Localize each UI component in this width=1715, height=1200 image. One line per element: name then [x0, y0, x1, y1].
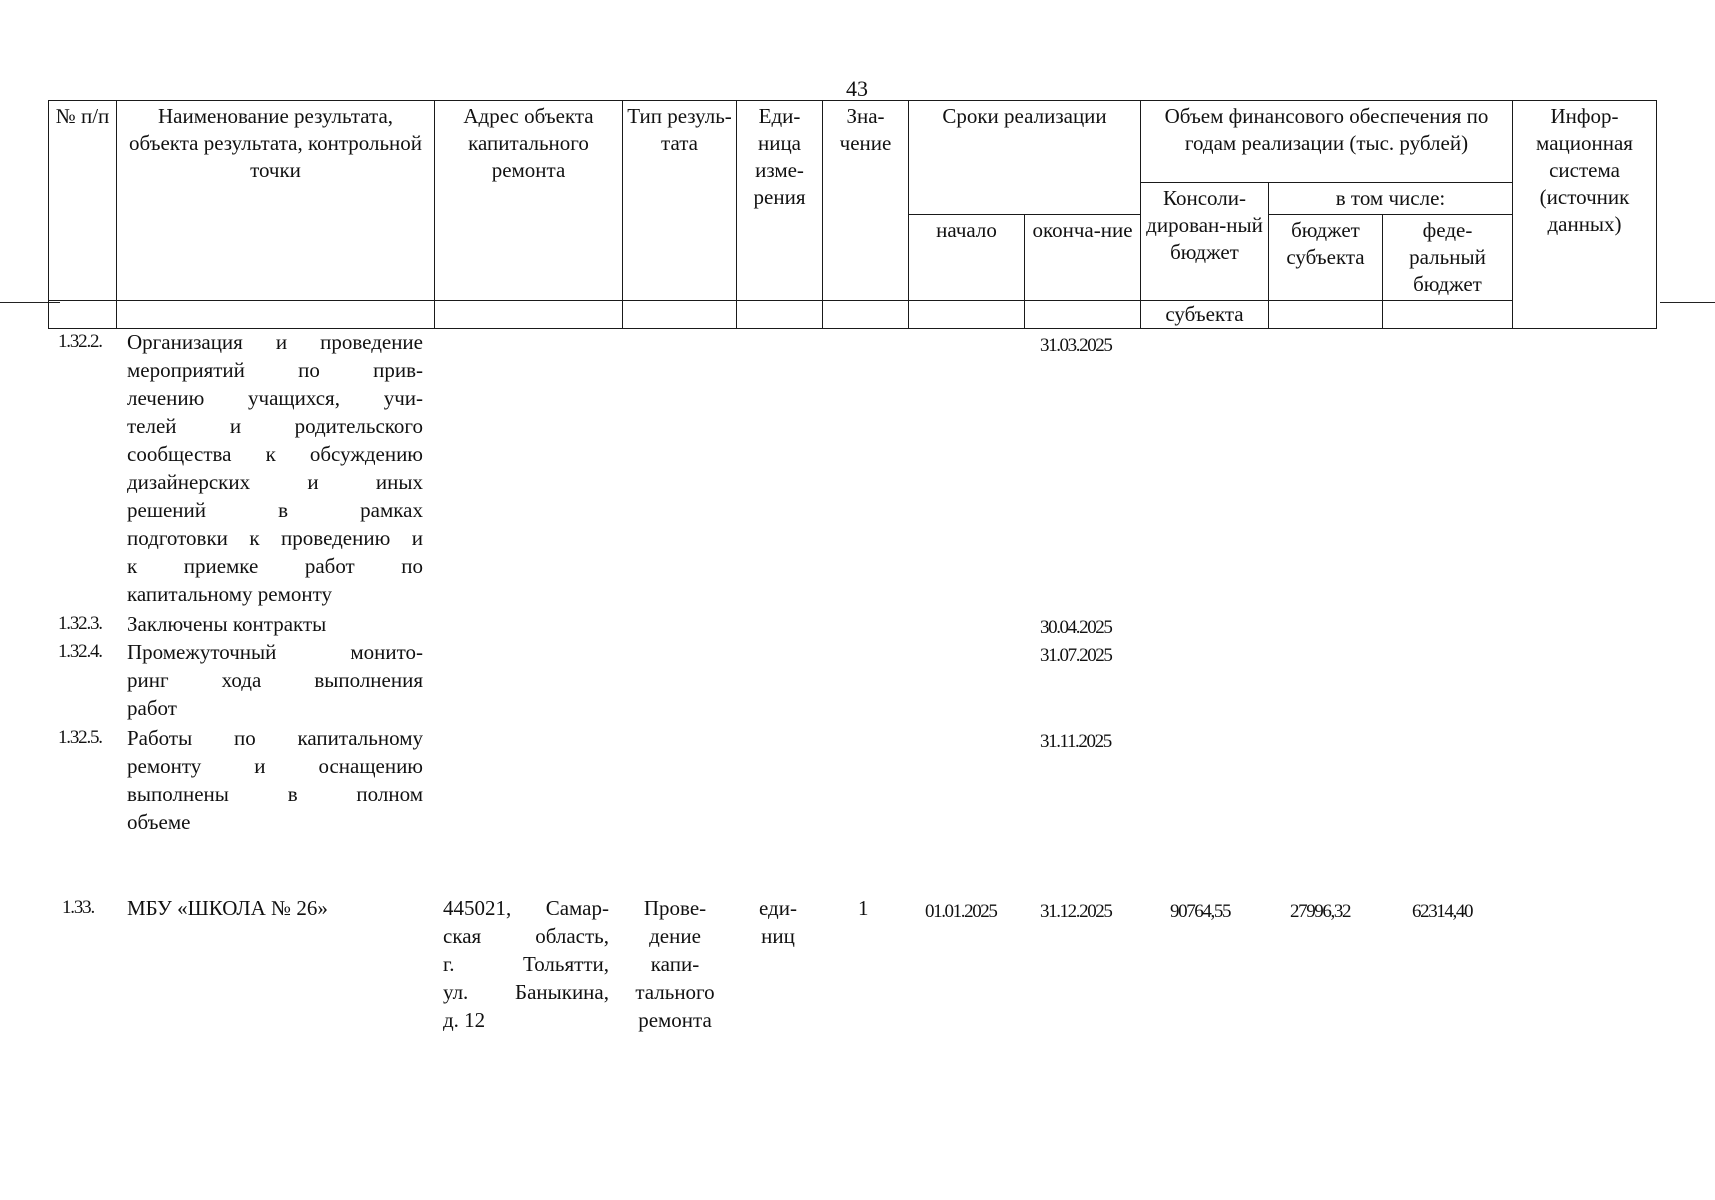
- header-terms: Сроки реализации: [909, 101, 1141, 215]
- row-end-date: 31.12.2025: [1040, 901, 1112, 922]
- row-value: 1: [858, 896, 869, 920]
- header-info: Инфор-мационная система (источник данных): [1513, 101, 1657, 329]
- row-unit: еди- ниц: [759, 896, 797, 948]
- header-empty-cell: [1025, 301, 1141, 329]
- header-consolidated-tail: субъекта: [1141, 301, 1269, 329]
- row-end-date: 31.07.2025: [1040, 645, 1112, 666]
- header-subject-budget: бюджет субъекта: [1269, 215, 1383, 301]
- header-empty-cell: [435, 301, 623, 329]
- row-name: Промежуточный монито- ринг хода выполнения работ: [127, 640, 423, 720]
- header-consolidated: Консоли-дирован-ный бюджет: [1141, 183, 1269, 301]
- header-value: Зна-чение: [823, 101, 909, 301]
- header-empty-cell: [1269, 301, 1383, 329]
- row-address: 445021, Самар- ская область, г. Тольятти, ул. Баныкина, д. 12: [443, 896, 609, 1032]
- header-empty-cell: [117, 301, 435, 329]
- row-name: Работы по капитальному ремонту и оснащению выполнены в полном объеме: [127, 726, 423, 834]
- header-table: [48, 100, 1657, 329]
- row-number: 1.32.3.: [58, 613, 102, 634]
- page-number: 43: [846, 76, 868, 101]
- row-end-date: 31.03.2025: [1040, 335, 1112, 356]
- header-address: Адрес объекта капитального ремонта: [435, 101, 623, 301]
- row-number: 1.32.2.: [58, 331, 102, 352]
- row-federal-budget: 62314,40: [1412, 901, 1473, 922]
- row-type: Прове- дение капи- тального ремонта: [635, 896, 715, 1032]
- header-start: начало: [909, 215, 1025, 301]
- header-empty-cell: [49, 301, 117, 329]
- row-number: 1.32.4.: [58, 641, 102, 662]
- row-number: 1.33.: [62, 897, 95, 918]
- row-name: Заключены контракты: [127, 612, 327, 636]
- header-end: оконча-ние: [1025, 215, 1141, 301]
- scan-line-right: [1660, 302, 1715, 303]
- header-type: Тип резуль-тата: [623, 101, 737, 301]
- header-empty-cell: [909, 301, 1025, 329]
- header-empty-cell: [623, 301, 737, 329]
- header-empty-cell: [1383, 301, 1513, 329]
- header-incl: в том числе:: [1269, 183, 1513, 215]
- header-name: Наименование результата, объекта результата, контрольной точки: [117, 101, 435, 301]
- header-finance: Объем финансового обеспечения по годам реализации (тыс. рублей): [1141, 101, 1513, 183]
- header-unit: Еди-ница изме-рения: [737, 101, 823, 301]
- row-start-date: 01.01.2025: [925, 901, 997, 922]
- row-end-date: 30.04.2025: [1040, 617, 1112, 638]
- row-subject-budget: 27996,32: [1290, 901, 1351, 922]
- header-empty-cell: [737, 301, 823, 329]
- header-empty-cell: [823, 301, 909, 329]
- header-num: № п/п: [49, 101, 117, 301]
- row-name: Организация и проведение мероприятий по прив- лечению учащихся, учи- телей и родительского сообщества к обсуждению дизайнерских и иных решений в рамках подготовки к проведению и к приемке работ по капитальному ремонту: [127, 330, 423, 606]
- row-consolidated-budget: 90764,55: [1170, 901, 1231, 922]
- row-name: МБУ «ШКОЛА № 26»: [127, 896, 328, 920]
- header-federal-budget: феде-ральный бюджет: [1383, 215, 1513, 301]
- row-number: 1.32.5.: [58, 727, 102, 748]
- row-end-date: 31.11.2025: [1040, 731, 1111, 752]
